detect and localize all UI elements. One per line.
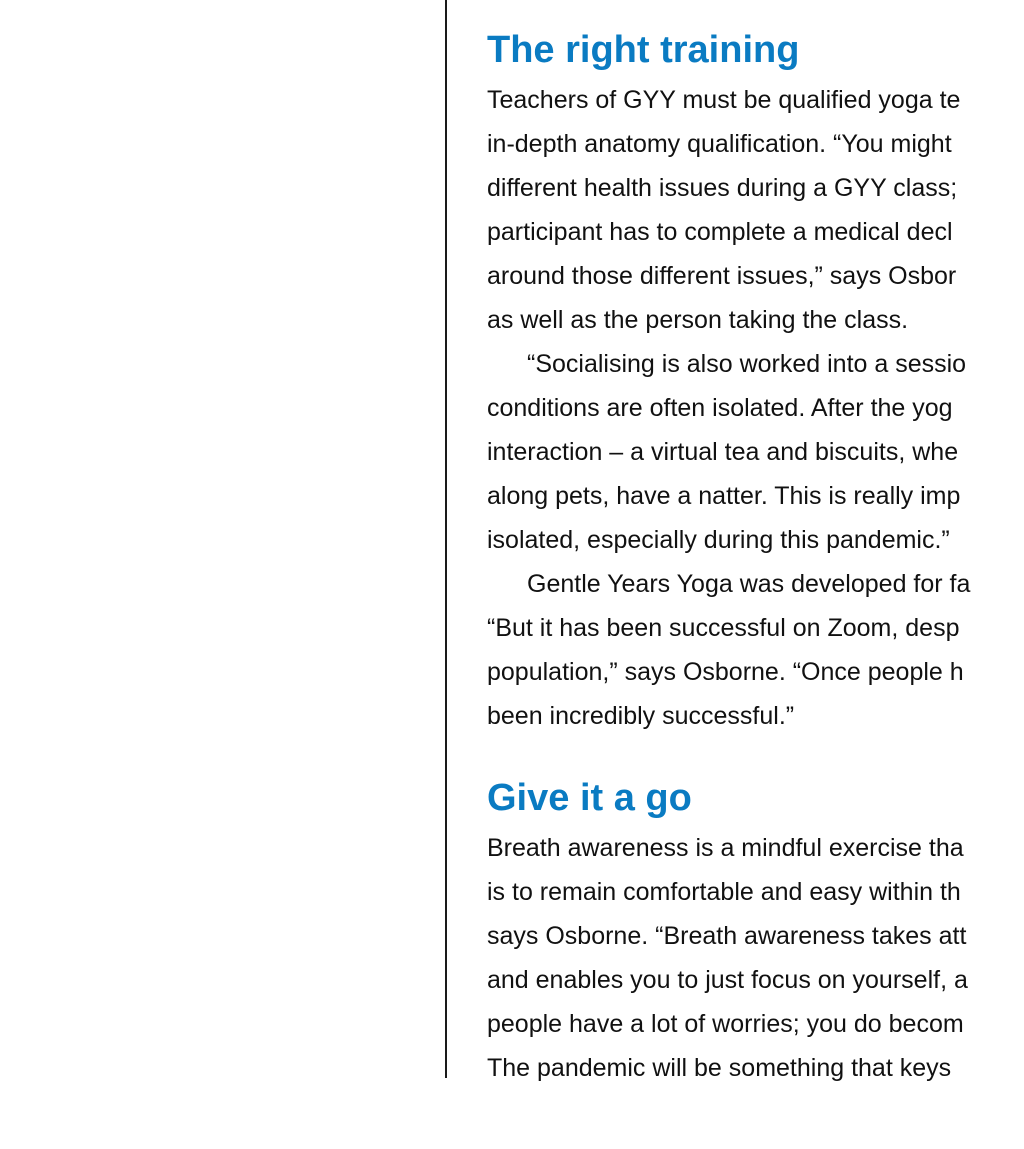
body-line: different health issues during a GYY class; (487, 174, 958, 202)
body-line: population,” says Osborne. “Once people h (487, 658, 964, 686)
body-line: participant has to complete a medical decl (487, 218, 953, 246)
body-line: Teachers of GYY must be qualified yoga te (487, 86, 961, 114)
body-line: and enables you to just focus on yourself, a (487, 966, 968, 994)
body-line: conditions are often isolated. After the yog (487, 394, 953, 422)
body-line: as well as the person taking the class. (487, 306, 909, 334)
body-line: “Socialising is also worked into a sessio (527, 350, 967, 378)
body-line: is to remain comfortable and easy within th (487, 878, 961, 906)
body-line: Gentle Years Yoga was developed for fa (527, 570, 971, 598)
body-line: isolated, especially during this pandemic.” (487, 526, 950, 554)
article-column (487, 0, 1024, 1149)
body-line: people have a lot of worries; you do becom (487, 1010, 964, 1038)
body-line: interaction – a virtual tea and biscuits, whe (487, 438, 959, 466)
column-divider (445, 0, 447, 1078)
body-line: in-depth anatomy qualification. “You might (487, 130, 952, 158)
body-line: around those different issues,” says Osbor (487, 262, 957, 290)
body-line: “But it has been successful on Zoom, desp (487, 614, 960, 642)
body-line: The pandemic will be something that keys (487, 1054, 952, 1082)
section-heading-give-it-a-go: Give it a go (487, 777, 692, 819)
body-line: been incredibly successful.” (487, 702, 795, 730)
body-line: Breath awareness is a mindful exercise tha (487, 834, 964, 862)
body-line: says Osborne. “Breath awareness takes att (487, 922, 967, 950)
body-line: along pets, have a natter. This is really imp (487, 482, 961, 510)
section-heading-right-training: The right training (487, 29, 800, 71)
